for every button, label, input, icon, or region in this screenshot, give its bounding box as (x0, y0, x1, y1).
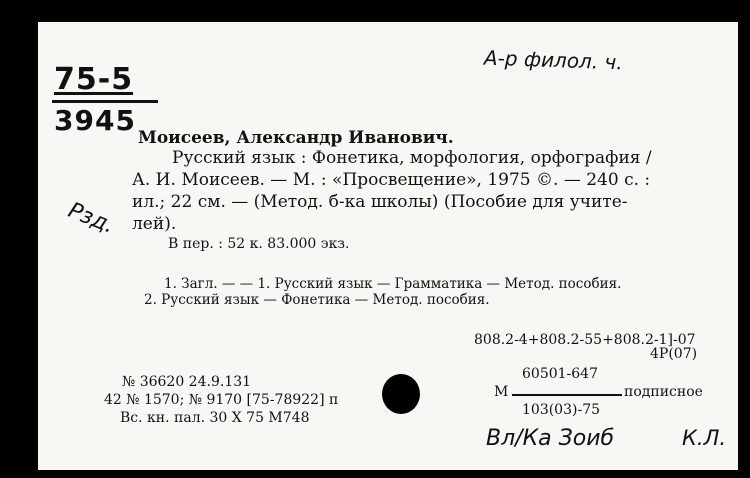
handwritten-note-top: А-р филол. ч. (483, 45, 624, 75)
price-code-denominator: 103(03)-75 (522, 402, 601, 418)
shelf-mark-divider (52, 100, 158, 103)
inventory-line: Вс. кн. пал. 30 X 75 М748 (120, 410, 310, 426)
description-line: лей). (132, 214, 177, 234)
subject-tracing: 1. Загл. — — 1. Русский язык — Грамматика — Метод. пособия. (164, 276, 622, 292)
author-heading: Моисеев, Александр Иванович. (138, 128, 454, 148)
catalog-card (38, 22, 738, 470)
binding-price-line: В пер. : 52 к. 83.000 экз. (168, 236, 350, 252)
handwritten-note-left: Рзд. (64, 198, 118, 239)
inventory-line: 42 № 1570; № 9170 [75-78922] п (104, 392, 339, 408)
subject-tracing: 2. Русский язык — Фонетика — Метод. пособия. (144, 292, 490, 308)
price-code-numerator: 60501-647 (522, 366, 598, 382)
inventory-line: № 36620 24.9.131 (122, 374, 252, 390)
price-code-fraction-bar (512, 394, 622, 396)
description-line: А. И. Моисеев. — М. : «Просвещение», 1975 ©. — 240 с. : (132, 170, 651, 190)
classification-index: 808.2-4+808.2-55+808.2-1]-07 (474, 332, 696, 348)
punch-hole (382, 374, 420, 414)
description-line: Русский язык : Фонетика, морфология, орфография / (172, 148, 652, 168)
handwritten-initials: К.Л. (682, 426, 727, 450)
price-code-prefix: М (494, 384, 509, 400)
description-line: ил.; 22 см. — (Метод. б-ка школы) (Пособие для учите- (132, 192, 628, 212)
classification-index-secondary: 4Р(07) (650, 346, 698, 362)
shelf-mark-bottom: 3945 (54, 104, 136, 137)
shelf-mark-top: 75-5 (54, 62, 134, 97)
handwritten-signature: Вл/Ка Зоиб (486, 426, 615, 451)
price-code-suffix: подписное (624, 384, 703, 400)
